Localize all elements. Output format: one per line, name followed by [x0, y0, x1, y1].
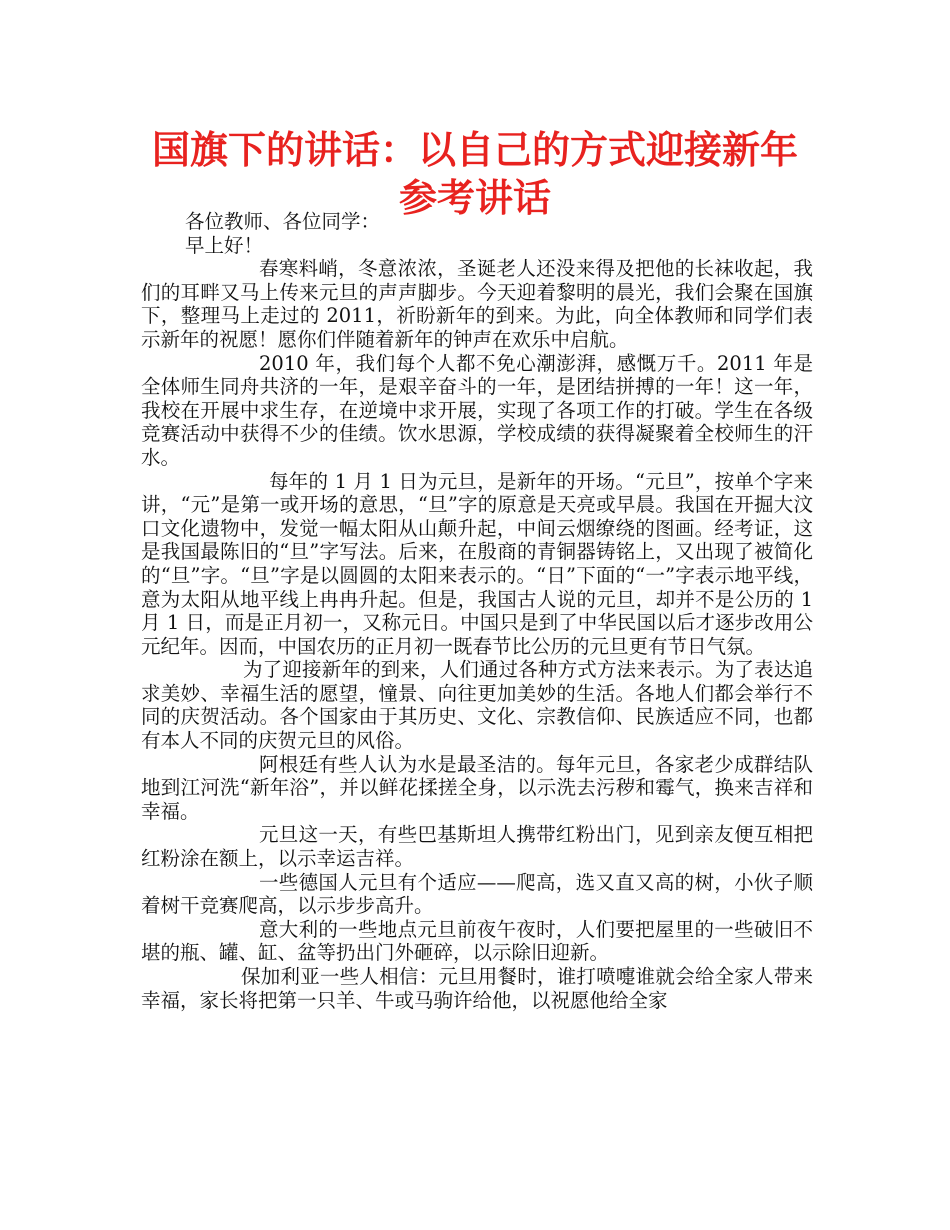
paragraph-6: 元旦这一天，有些巴基斯坦人携带红粉出门，见到亲友便互相把红粉涂在额上，以示幸运吉祥。: [141, 823, 813, 871]
greeting: 早上好！: [185, 233, 264, 257]
paragraph-7: 一些德国人元旦有个适应——爬高，选又直又高的树，小伙子顺着树干竞赛爬高，以示步步高升。: [141, 870, 813, 918]
paragraph-5: 阿根廷有些人认为水是最圣洁的。每年元旦，各家老少成群结队地到江河洗“新年浴”，并以鲜花揉搓全身，以示洗去污秽和霉气，换来吉祥和幸福。: [141, 752, 813, 823]
paragraph-4: 为了迎接新年的到来，人们通过各种方式方法来表示。为了表达追求美妙、幸福生活的愿望，憧景、向往更加美妙的生活。各地人们都会举行不同的庆贺活动。各个国家由于其历史、文化、宗教信仰、民族适应不同，也都有本人不同的庆贺元旦的风俗。: [141, 658, 813, 753]
salutation: 各位教师、各位同学：: [185, 210, 381, 233]
page-title: 国旗下的讲话：以自己的方式迎接新年参考讲话: [151, 128, 798, 220]
paragraph-2: 2010 年，我们每个人都不免心潮澎湃，感慨万千。2011 年是全体师生同舟共济的一年，是艰辛奋斗的一年，是团结拼搏的一年！这一年，我校在开展中求生存，在逆境中求开展，实现了各项工作的打破。学生在各级竞赛活动中获得不少的佳绩。饮水思源，学校成绩的获得凝聚着全校师生的汗水。: [141, 351, 813, 469]
paragraph-8: 意大利的一些地点元旦前夜午夜时，人们要把屋里的一些破旧不堪的瓶、罐、缸、盆等扔出门外砸碎，以示除旧迎新。: [141, 917, 813, 965]
document-body: [141, 210, 813, 1012]
paragraph-9: 保加利亚一些人相信：元旦用餐时，谁打喷嚏谁就会给全家人带来幸福，家长将把第一只羊、牛或马驹许给他，以祝愿他给全家: [141, 965, 813, 1012]
paragraph-3: 每年的 1 月 1 日为元旦，是新年的开场。“元旦”，按单个字来讲，“元”是第一或开场的意思，“旦”字的原意是天亮或早晨。我国在开掘大汶口文化遗物中，发觉一幅太阳从山颠升起，中间云烟缭绕的图画。经考证，这是我国最陈旧的“旦”字写法。后来，在殷商的青铜器铸铭上，又出现了被简化的“旦”字。“旦”字是以圆圆的太阳来表示的。“日”下面的“一”字表示地平线，意为太阳从地平线上冉冉升起。但是，我国古人说的元旦，却并不是公历的 1 月 1 日，而是正月初一，又称元日。中国只是到了中华民国以后才逐步改用公元纪年。因而，中国农历的正月初一既春节比公历的元旦更有节日气氛。: [141, 469, 813, 658]
paragraph-1: 春寒料峭，冬意浓浓，圣诞老人还没来得及把他的长袜收起，我们的耳畔又马上传来元旦的声声脚步。今天迎着黎明的晨光，我们会聚在国旗下，整理马上走过的 2011，祈盼新年的到来。为此，向全体教师和同学们表示新年的祝愿！愿你们伴随着新年的钟声在欢乐中启航。: [141, 257, 813, 351]
